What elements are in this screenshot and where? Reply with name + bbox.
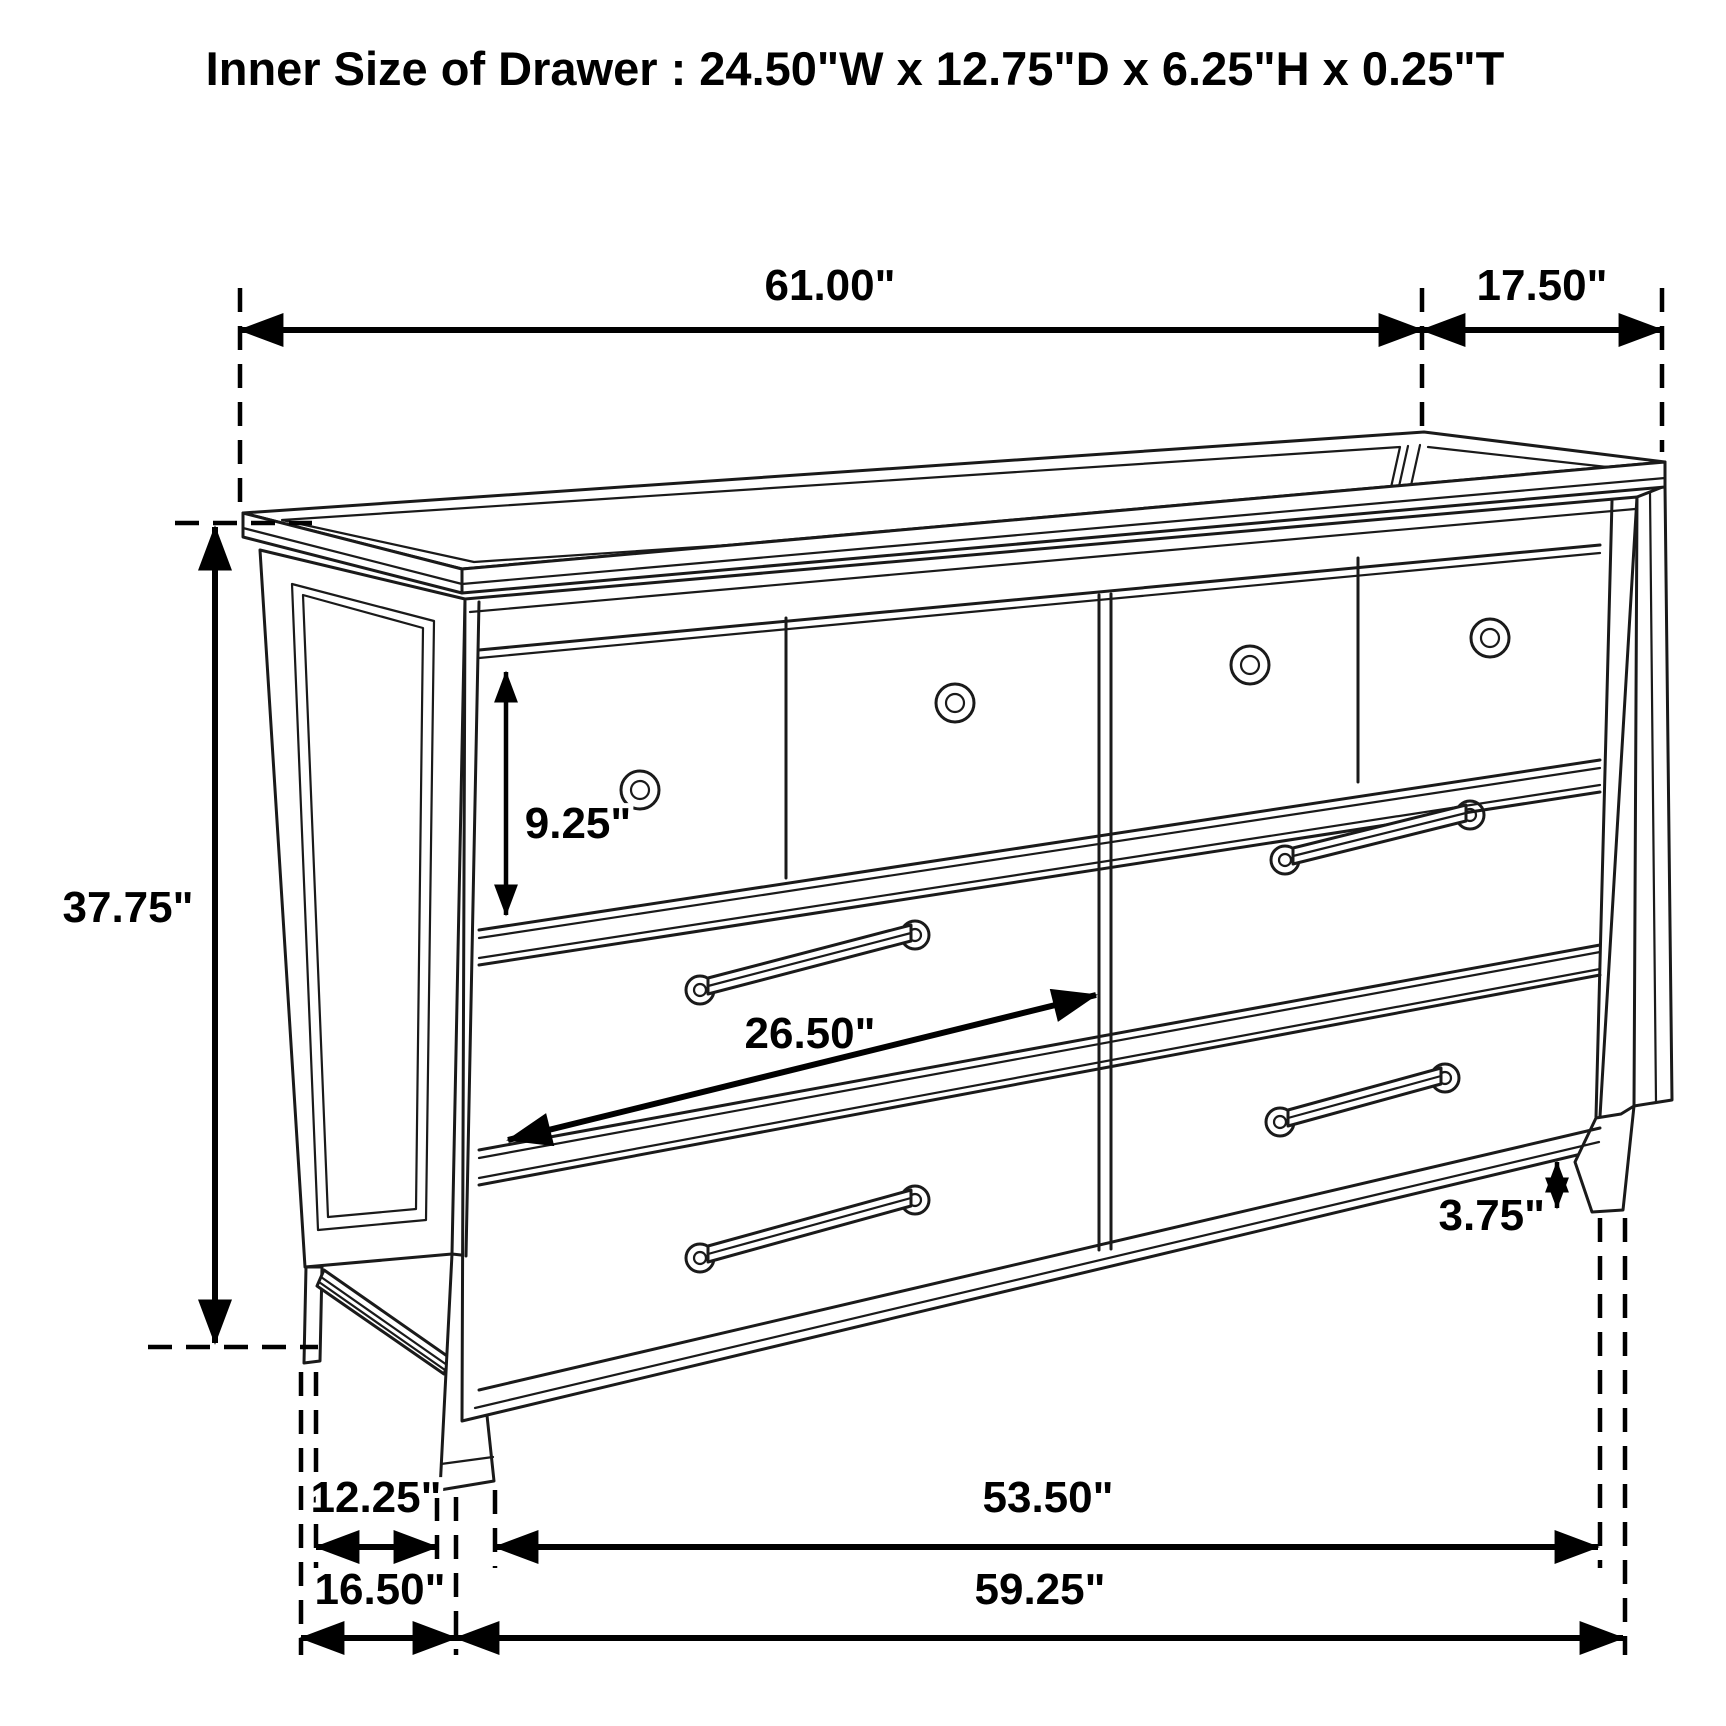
left-bottom-rail-line-1 bbox=[321, 1277, 447, 1365]
dim-label-side-leg-spacing: 12.25" bbox=[310, 1473, 442, 1522]
dimension-front-leg-spacing bbox=[495, 1473, 1598, 1547]
dimension-side-depth bbox=[301, 1565, 456, 1638]
right-side-panel bbox=[1634, 486, 1672, 1106]
dim-label-base-width: 59.25" bbox=[974, 1565, 1106, 1614]
dimension-top-depth bbox=[1422, 261, 1662, 452]
dim-label-leg-height: 3.75" bbox=[1438, 1191, 1545, 1240]
dimension-base-width bbox=[456, 1565, 1623, 1638]
dim-label-top-depth: 17.50" bbox=[1476, 261, 1608, 310]
dimension-side-leg-spacing bbox=[311, 1473, 442, 1547]
left-bottom-rail-line-2 bbox=[319, 1282, 445, 1370]
dim-label-drawer-width: 26.50" bbox=[744, 1009, 876, 1058]
left-bottom-rail bbox=[317, 1270, 450, 1374]
dim-label-top-drawer-height: 9.25" bbox=[524, 799, 632, 848]
dim-label-overall-height: 37.75" bbox=[62, 883, 194, 932]
dim-label-side-depth: 16.50" bbox=[314, 1565, 446, 1614]
dim-label-front-leg-spacing: 53.50" bbox=[982, 1473, 1114, 1522]
left-side-panel bbox=[260, 550, 465, 1267]
page-title: Inner Size of Drawer : 24.50"W x 12.75"D x 6.25"H x 0.25"T bbox=[205, 42, 1505, 95]
dim-label-top-width: 61.00" bbox=[764, 261, 896, 310]
dresser-drawing bbox=[243, 432, 1672, 1490]
